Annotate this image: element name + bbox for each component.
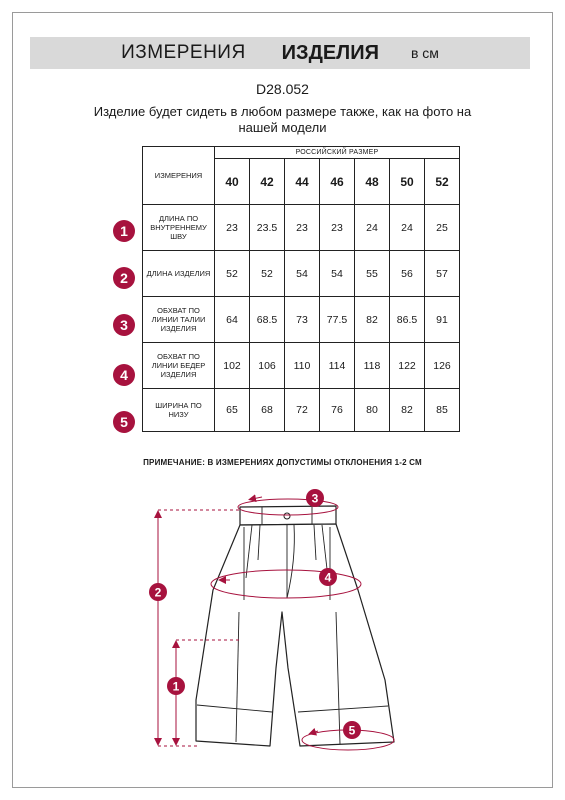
cell-value: 23 [320, 205, 355, 251]
marker-2-label: 2 [154, 585, 162, 600]
cell-value: 24 [390, 205, 425, 251]
cell-value: 23 [285, 205, 320, 251]
cell-value: 82 [355, 297, 390, 343]
table-corner-label: ИЗМЕРЕНИЯ [143, 147, 215, 205]
title-unit: в см [410, 45, 439, 61]
size-header: 52 [425, 159, 460, 205]
cell-value: 52 [215, 251, 250, 297]
fit-note: Изделие будет сидеть в любом размере также, как на фото на нашей модели [93, 104, 472, 135]
cell-value: 54 [320, 251, 355, 297]
cell-value: 110 [285, 343, 320, 389]
size-header: 46 [320, 159, 355, 205]
row-label: ОБХВАТ ПО ЛИНИИ БЕДЕР ИЗДЕЛИЯ [143, 343, 215, 389]
size-header: 50 [390, 159, 425, 205]
cell-value: 56 [390, 251, 425, 297]
size-header: 48 [355, 159, 390, 205]
cell-value: 64 [215, 297, 250, 343]
row-label: ОБХВАТ ПО ЛИНИИ ТАЛИИ ИЗДЕЛИЯ [143, 297, 215, 343]
cell-value: 85 [425, 389, 460, 432]
title-garment: ИЗДЕЛИЯ [281, 41, 379, 64]
row-label: ДЛИНА ИЗДЕЛИЯ [143, 251, 215, 297]
row-number-badge: 4 [113, 364, 135, 386]
row-number-badge: 1 [113, 220, 135, 242]
table-group-header: РОССИЙСКИЙ РАЗМЕР [215, 147, 460, 159]
cell-value: 65 [215, 389, 250, 432]
cell-value: 55 [355, 251, 390, 297]
button-icon [284, 513, 290, 519]
cell-value: 23 [215, 205, 250, 251]
cell-value: 57 [425, 251, 460, 297]
cell-value: 52 [250, 251, 285, 297]
tolerance-note: ПРИМЕЧАНИЕ: В ИЗМЕРЕНИЯХ ДОПУСТИМЫ ОТКЛОНЕНИЯ 1-2 СМ [143, 458, 422, 467]
cell-value: 86.5 [390, 297, 425, 343]
cell-value: 73 [285, 297, 320, 343]
size-header: 44 [285, 159, 320, 205]
marker-5-label: 5 [348, 723, 356, 738]
row-number-badge: 5 [113, 411, 135, 433]
cell-value: 23.5 [250, 205, 285, 251]
cell-value: 68 [250, 389, 285, 432]
cell-value: 102 [215, 343, 250, 389]
title-measurements: ИЗМЕРЕНИЯ [121, 42, 246, 63]
cell-value: 25 [425, 205, 460, 251]
cell-value: 77.5 [320, 297, 355, 343]
size-header: 40 [215, 159, 250, 205]
cell-value: 91 [425, 297, 460, 343]
row-label: ДЛИНА ПО ВНУТРЕННЕМУ ШВУ [143, 205, 215, 251]
size-header: 42 [250, 159, 285, 205]
product-code: D28.052 [256, 81, 309, 97]
cell-value: 72 [285, 389, 320, 432]
row-number-badge: 2 [113, 267, 135, 289]
cell-value: 24 [355, 205, 390, 251]
row-number-badge: 3 [113, 314, 135, 336]
cell-value: 122 [390, 343, 425, 389]
cell-value: 76 [320, 389, 355, 432]
shorts-outline [196, 506, 394, 746]
row-label: ШИРИНА ПО НИЗУ [143, 389, 215, 432]
marker-1-label: 1 [172, 679, 180, 694]
cell-value: 80 [355, 389, 390, 432]
cell-value: 126 [425, 343, 460, 389]
cell-value: 82 [390, 389, 425, 432]
cell-value: 106 [250, 343, 285, 389]
marker-3-label: 3 [311, 491, 319, 506]
cell-value: 114 [320, 343, 355, 389]
cell-value: 118 [355, 343, 390, 389]
marker-4-label: 4 [324, 570, 332, 585]
cell-value: 68.5 [250, 297, 285, 343]
cell-value: 54 [285, 251, 320, 297]
